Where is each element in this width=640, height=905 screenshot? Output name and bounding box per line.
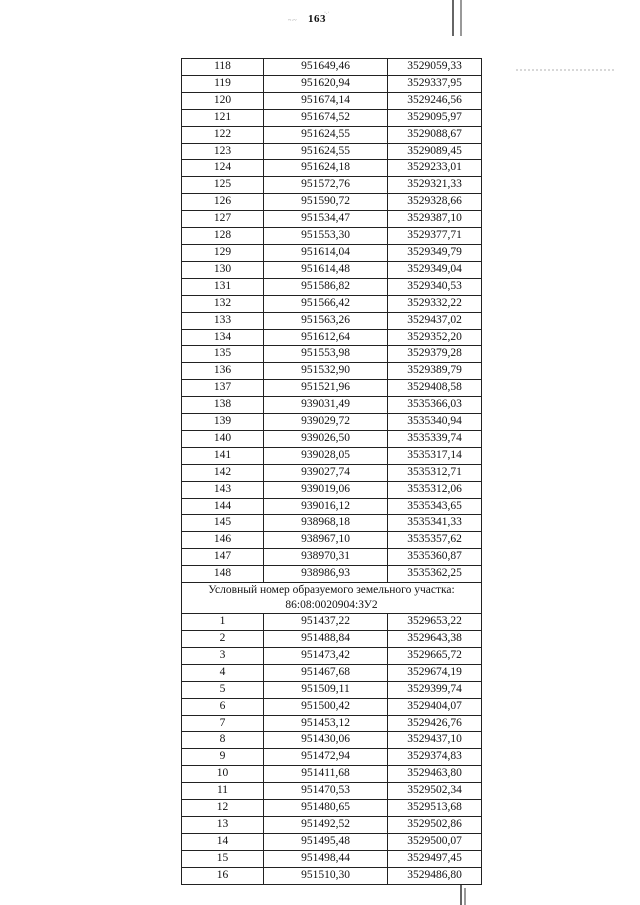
y-coordinate-cell: 3529059,33 [388,59,482,76]
y-coordinate-cell: 3529408,58 [388,380,482,397]
section-title [182,583,482,614]
table-row [182,715,482,732]
x-coordinate-cell: 951467,68 [264,664,388,681]
y-coordinate-cell: 3529399,74 [388,681,482,698]
table-row [182,566,482,583]
x-coordinate-cell: 951586,82 [264,278,388,295]
point-number-cell: 141 [182,447,264,464]
point-number-cell: 134 [182,329,264,346]
table-row [182,92,482,109]
point-number-cell: 10 [182,766,264,783]
y-coordinate-cell: 3529437,10 [388,732,482,749]
y-coordinate-cell: 3529349,04 [388,261,482,278]
y-coordinate-cell: 3529497,45 [388,850,482,867]
table-row [182,261,482,278]
point-number-cell: 129 [182,244,264,261]
x-coordinate-cell: 951553,98 [264,346,388,363]
x-coordinate-cell: 951500,42 [264,698,388,715]
y-coordinate-cell: 3529500,07 [388,833,482,850]
point-number-cell: 16 [182,867,264,884]
point-number-cell: 146 [182,532,264,549]
y-coordinate-cell: 3529674,19 [388,664,482,681]
x-coordinate-cell: 951488,84 [264,631,388,648]
point-number-cell: 130 [182,261,264,278]
x-coordinate-cell: 951624,55 [264,143,388,160]
point-number-cell: 4 [182,664,264,681]
section-title-line1: Условный номер образуемого земельного участка: [208,584,455,597]
point-number-cell: 148 [182,566,264,583]
x-coordinate-cell: 951614,48 [264,261,388,278]
table-row [182,447,482,464]
x-coordinate-cell: 951572,76 [264,177,388,194]
x-coordinate-cell: 951674,52 [264,109,388,126]
table-row [182,631,482,648]
x-coordinate-cell: 951453,12 [264,715,388,732]
x-coordinate-cell: 951498,44 [264,850,388,867]
section-title-row [182,583,482,614]
x-coordinate-cell: 939028,05 [264,447,388,464]
x-coordinate-cell: 951437,22 [264,614,388,631]
table-row [182,329,482,346]
point-number-cell: 123 [182,143,264,160]
table-row [182,160,482,177]
table-row [182,732,482,749]
x-coordinate-cell: 951495,48 [264,833,388,850]
table-row [182,346,482,363]
section-header [182,583,482,614]
y-coordinate-cell: 3529653,22 [388,614,482,631]
point-number-cell: 131 [182,278,264,295]
point-number-cell: 2 [182,631,264,648]
table-row [182,211,482,228]
y-coordinate-cell: 3529513,68 [388,800,482,817]
y-coordinate-cell: 3529352,20 [388,329,482,346]
coordinates-table [181,58,482,885]
point-number-cell: 5 [182,681,264,698]
table-row [182,397,482,414]
point-number-cell: 7 [182,715,264,732]
y-coordinate-cell: 3529426,76 [388,715,482,732]
table-row [182,430,482,447]
table-row [182,363,482,380]
x-coordinate-cell: 951532,90 [264,363,388,380]
table-row [182,783,482,800]
point-number-cell: 143 [182,481,264,498]
table-row [182,194,482,211]
point-number-cell: 128 [182,228,264,245]
y-coordinate-cell: 3535362,25 [388,566,482,583]
table-row [182,698,482,715]
x-coordinate-cell: 938986,93 [264,566,388,583]
table-row [182,380,482,397]
y-coordinate-cell: 3529463,80 [388,766,482,783]
table-row [182,749,482,766]
table-row [182,549,482,566]
x-coordinate-cell: 938968,18 [264,515,388,532]
point-number-cell: 8 [182,732,264,749]
x-coordinate-cell: 951470,53 [264,783,388,800]
point-number-cell: 126 [182,194,264,211]
x-coordinate-cell: 951590,72 [264,194,388,211]
y-coordinate-cell: 3535340,94 [388,414,482,431]
x-coordinate-cell: 951563,26 [264,312,388,329]
x-coordinate-cell: 938967,10 [264,532,388,549]
y-coordinate-cell: 3535360,87 [388,549,482,566]
y-coordinate-cell: 3535312,71 [388,464,482,481]
table-row [182,126,482,143]
point-number-cell: 9 [182,749,264,766]
table-row [182,833,482,850]
table-row [182,515,482,532]
point-number-cell: 14 [182,833,264,850]
y-coordinate-cell: 3529665,72 [388,647,482,664]
table-row [182,532,482,549]
table-row [182,647,482,664]
y-coordinate-cell: 3535366,03 [388,397,482,414]
y-coordinate-cell: 3529486,80 [388,867,482,884]
x-coordinate-cell: 951521,96 [264,380,388,397]
x-coordinate-cell: 951492,52 [264,816,388,833]
y-coordinate-cell: 3529340,53 [388,278,482,295]
table-row [182,177,482,194]
point-number-cell: 125 [182,177,264,194]
x-coordinate-cell: 939026,50 [264,430,388,447]
point-number-cell: 133 [182,312,264,329]
point-number-cell: 139 [182,414,264,431]
table-row [182,414,482,431]
y-coordinate-cell: 3529502,86 [388,816,482,833]
point-number-cell: 12 [182,800,264,817]
y-coordinate-cell: 3529095,97 [388,109,482,126]
y-coordinate-cell: 3529379,28 [388,346,482,363]
y-coordinate-cell: 3529374,83 [388,749,482,766]
x-coordinate-cell: 951510,30 [264,867,388,884]
table-row [182,498,482,515]
x-coordinate-cell: 951430,06 [264,732,388,749]
x-coordinate-cell: 951624,55 [264,126,388,143]
point-number-cell: 11 [182,783,264,800]
table-row [182,481,482,498]
table-row [182,464,482,481]
coordinates-table-part2 [182,614,482,885]
x-coordinate-cell: 951480,65 [264,800,388,817]
x-coordinate-cell: 951472,94 [264,749,388,766]
x-coordinate-cell: 951566,42 [264,295,388,312]
y-coordinate-cell: 3535357,62 [388,532,482,549]
x-coordinate-cell: 939019,06 [264,481,388,498]
point-number-cell: 127 [182,211,264,228]
y-coordinate-cell: 3529337,95 [388,75,482,92]
point-number-cell: 142 [182,464,264,481]
coordinates-table-part1 [182,59,482,583]
y-coordinate-cell: 3535339,74 [388,430,482,447]
table-row [182,143,482,160]
svg-text:~·~: ~·~ [288,18,297,24]
point-number-cell: 120 [182,92,264,109]
point-number-cell: 140 [182,430,264,447]
x-coordinate-cell: 951509,11 [264,681,388,698]
y-coordinate-cell: 3529246,56 [388,92,482,109]
page-number: 163 [308,13,326,25]
table-row [182,681,482,698]
y-coordinate-cell: 3529389,79 [388,363,482,380]
y-coordinate-cell: 3535317,14 [388,447,482,464]
x-coordinate-cell: 951553,30 [264,228,388,245]
table-row [182,816,482,833]
x-coordinate-cell: 939016,12 [264,498,388,515]
y-coordinate-cell: 3529328,66 [388,194,482,211]
x-coordinate-cell: 951620,94 [264,75,388,92]
y-coordinate-cell: 3529349,79 [388,244,482,261]
point-number-cell: 137 [182,380,264,397]
y-coordinate-cell: 3529332,22 [388,295,482,312]
y-coordinate-cell: 3529088,67 [388,126,482,143]
y-coordinate-cell: 3529387,10 [388,211,482,228]
point-number-cell: 144 [182,498,264,515]
y-coordinate-cell: 3529404,07 [388,698,482,715]
y-coordinate-cell: 3529233,01 [388,160,482,177]
y-coordinate-cell: 3529502,34 [388,783,482,800]
point-number-cell: 132 [182,295,264,312]
table-row [182,59,482,76]
point-number-cell: 135 [182,346,264,363]
x-coordinate-cell: 951674,14 [264,92,388,109]
svg-text:·.·: ·.· [324,10,330,16]
y-coordinate-cell: 3535343,65 [388,498,482,515]
y-coordinate-cell: 3535341,33 [388,515,482,532]
point-number-cell: 122 [182,126,264,143]
x-coordinate-cell: 951411,68 [264,766,388,783]
x-coordinate-cell: 951612,64 [264,329,388,346]
table-row [182,766,482,783]
point-number-cell: 15 [182,850,264,867]
cadastral-number: 86:08:0020904:ЗУ2 [285,599,378,612]
y-coordinate-cell: 3529321,33 [388,177,482,194]
table-row [182,800,482,817]
table-row [182,867,482,884]
point-number-cell: 6 [182,698,264,715]
x-coordinate-cell: 951624,18 [264,160,388,177]
x-coordinate-cell: 939027,74 [264,464,388,481]
point-number-cell: 118 [182,59,264,76]
point-number-cell: 138 [182,397,264,414]
table-row [182,614,482,631]
point-number-cell: 121 [182,109,264,126]
y-coordinate-cell: 3529437,02 [388,312,482,329]
x-coordinate-cell: 951534,47 [264,211,388,228]
table-row [182,312,482,329]
x-coordinate-cell: 951473,42 [264,647,388,664]
table-row [182,228,482,245]
y-coordinate-cell: 3529643,38 [388,631,482,648]
point-number-cell: 119 [182,75,264,92]
x-coordinate-cell: 938970,31 [264,549,388,566]
point-number-cell: 3 [182,647,264,664]
table-row [182,244,482,261]
point-number-cell: 1 [182,614,264,631]
point-number-cell: 136 [182,363,264,380]
table-row [182,295,482,312]
x-coordinate-cell: 939031,49 [264,397,388,414]
y-coordinate-cell: 3535312,06 [388,481,482,498]
table-row [182,850,482,867]
table-row [182,664,482,681]
x-coordinate-cell: 951614,04 [264,244,388,261]
point-number-cell: 13 [182,816,264,833]
point-number-cell: 147 [182,549,264,566]
y-coordinate-cell: 3529089,45 [388,143,482,160]
table-row [182,75,482,92]
table-row [182,278,482,295]
y-coordinate-cell: 3529377,71 [388,228,482,245]
x-coordinate-cell: 951649,46 [264,59,388,76]
x-coordinate-cell: 939029,72 [264,414,388,431]
point-number-cell: 145 [182,515,264,532]
table-row [182,109,482,126]
point-number-cell: 124 [182,160,264,177]
